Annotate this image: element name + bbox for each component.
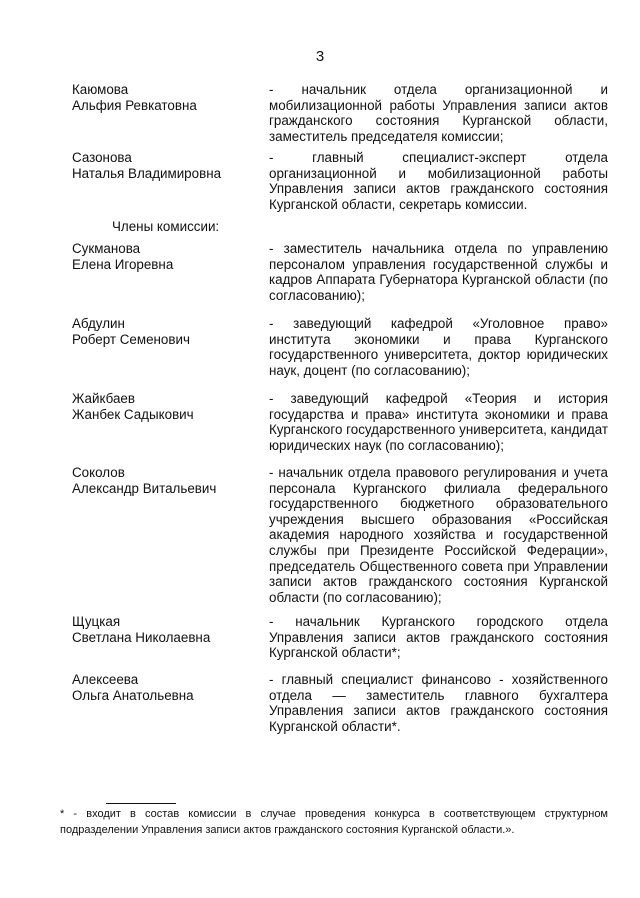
member-name — [72, 672, 272, 703]
footnote: * - входит в состав комиссии в случае проведения конкурса в соответствующем структурном подразделении Управления записи актов гражданского состояния Курганской области.». — [60, 808, 608, 836]
page-number: 3 — [315, 48, 325, 65]
member-given-names: Ольга Анатольевна — [72, 687, 194, 703]
member-position: - начальник отдела правового регулирования и учета персонала Курганского филиала федерального государственного бюджетного образовательного учреждения высшего образования «Российская академия народного хозяйства и государственной службы при Президенте Российской Федерации», председатель Общественного совета при Управлении записи актов гражданского состояния Курганской области (по согласованию); — [269, 465, 608, 605]
member-name — [72, 391, 272, 422]
member-position: - главный специалист-эксперт отдела организационной и мобилизационной работы Управления записи актов гражданского состояния Курганской области, секретарь комиссии. — [269, 150, 608, 212]
member-given-names: Альфия Ревкатовна — [72, 97, 197, 113]
member-name — [72, 614, 272, 645]
member-position: - заведующий кафедрой «Теория и история государства и права» института экономики и права Курганского государственного университета, кандидат юридических наук (по согласованию); — [269, 391, 608, 453]
member-given-names: Елена Игоревна — [72, 256, 174, 272]
member-given-names: Светлана Николаевна — [72, 629, 211, 645]
member-surname: Абдулин — [72, 316, 125, 331]
member-position: - заместитель начальника отдела по управлению персоналом управления государственной службы и кадров Аппарата Губернатора Курганской области (по согласованию); — [269, 241, 608, 303]
member-surname: Алексеева — [72, 672, 139, 687]
member-given-names: Александр Витальевич — [72, 480, 217, 496]
member-name — [72, 316, 272, 347]
member-surname: Сазонова — [72, 150, 132, 165]
member-given-names: Жанбек Садыкович — [72, 406, 194, 422]
member-name — [72, 82, 272, 113]
member-given-names: Роберт Семенович — [72, 331, 190, 347]
member-name — [72, 241, 272, 272]
member-surname: Сукманова — [72, 241, 141, 256]
member-surname: Жайкбаев — [72, 391, 135, 406]
member-position: - начальник Курганского городского отдела Управления записи актов гражданского состояния Курганской области*; — [269, 614, 608, 661]
footnote-divider — [106, 803, 176, 804]
member-position: - начальник отдела организационной и мобилизационной работы Управления записи актов гражданского состояния Курганской области, заместитель председателя комиссии; — [269, 82, 608, 144]
member-given-names: Наталья Владимировна — [72, 165, 222, 181]
member-surname: Соколов — [72, 465, 125, 480]
member-position: - главный специалист финансово - хозяйственного отдела — заместитель главного бухгалтера Управления записи актов гражданского состояния Курганской области*. — [269, 672, 608, 734]
member-surname: Щуцкая — [72, 614, 121, 629]
member-name — [72, 465, 272, 496]
member-surname: Каюмова — [72, 82, 129, 97]
member-name — [72, 150, 272, 181]
member-position: - заведующий кафедрой «Уголовное право» института экономики и права Курганского государственного университета, доктор юридических наук, доцент (по согласованию); — [269, 316, 608, 378]
members-heading: Члены комиссии: — [112, 219, 220, 234]
